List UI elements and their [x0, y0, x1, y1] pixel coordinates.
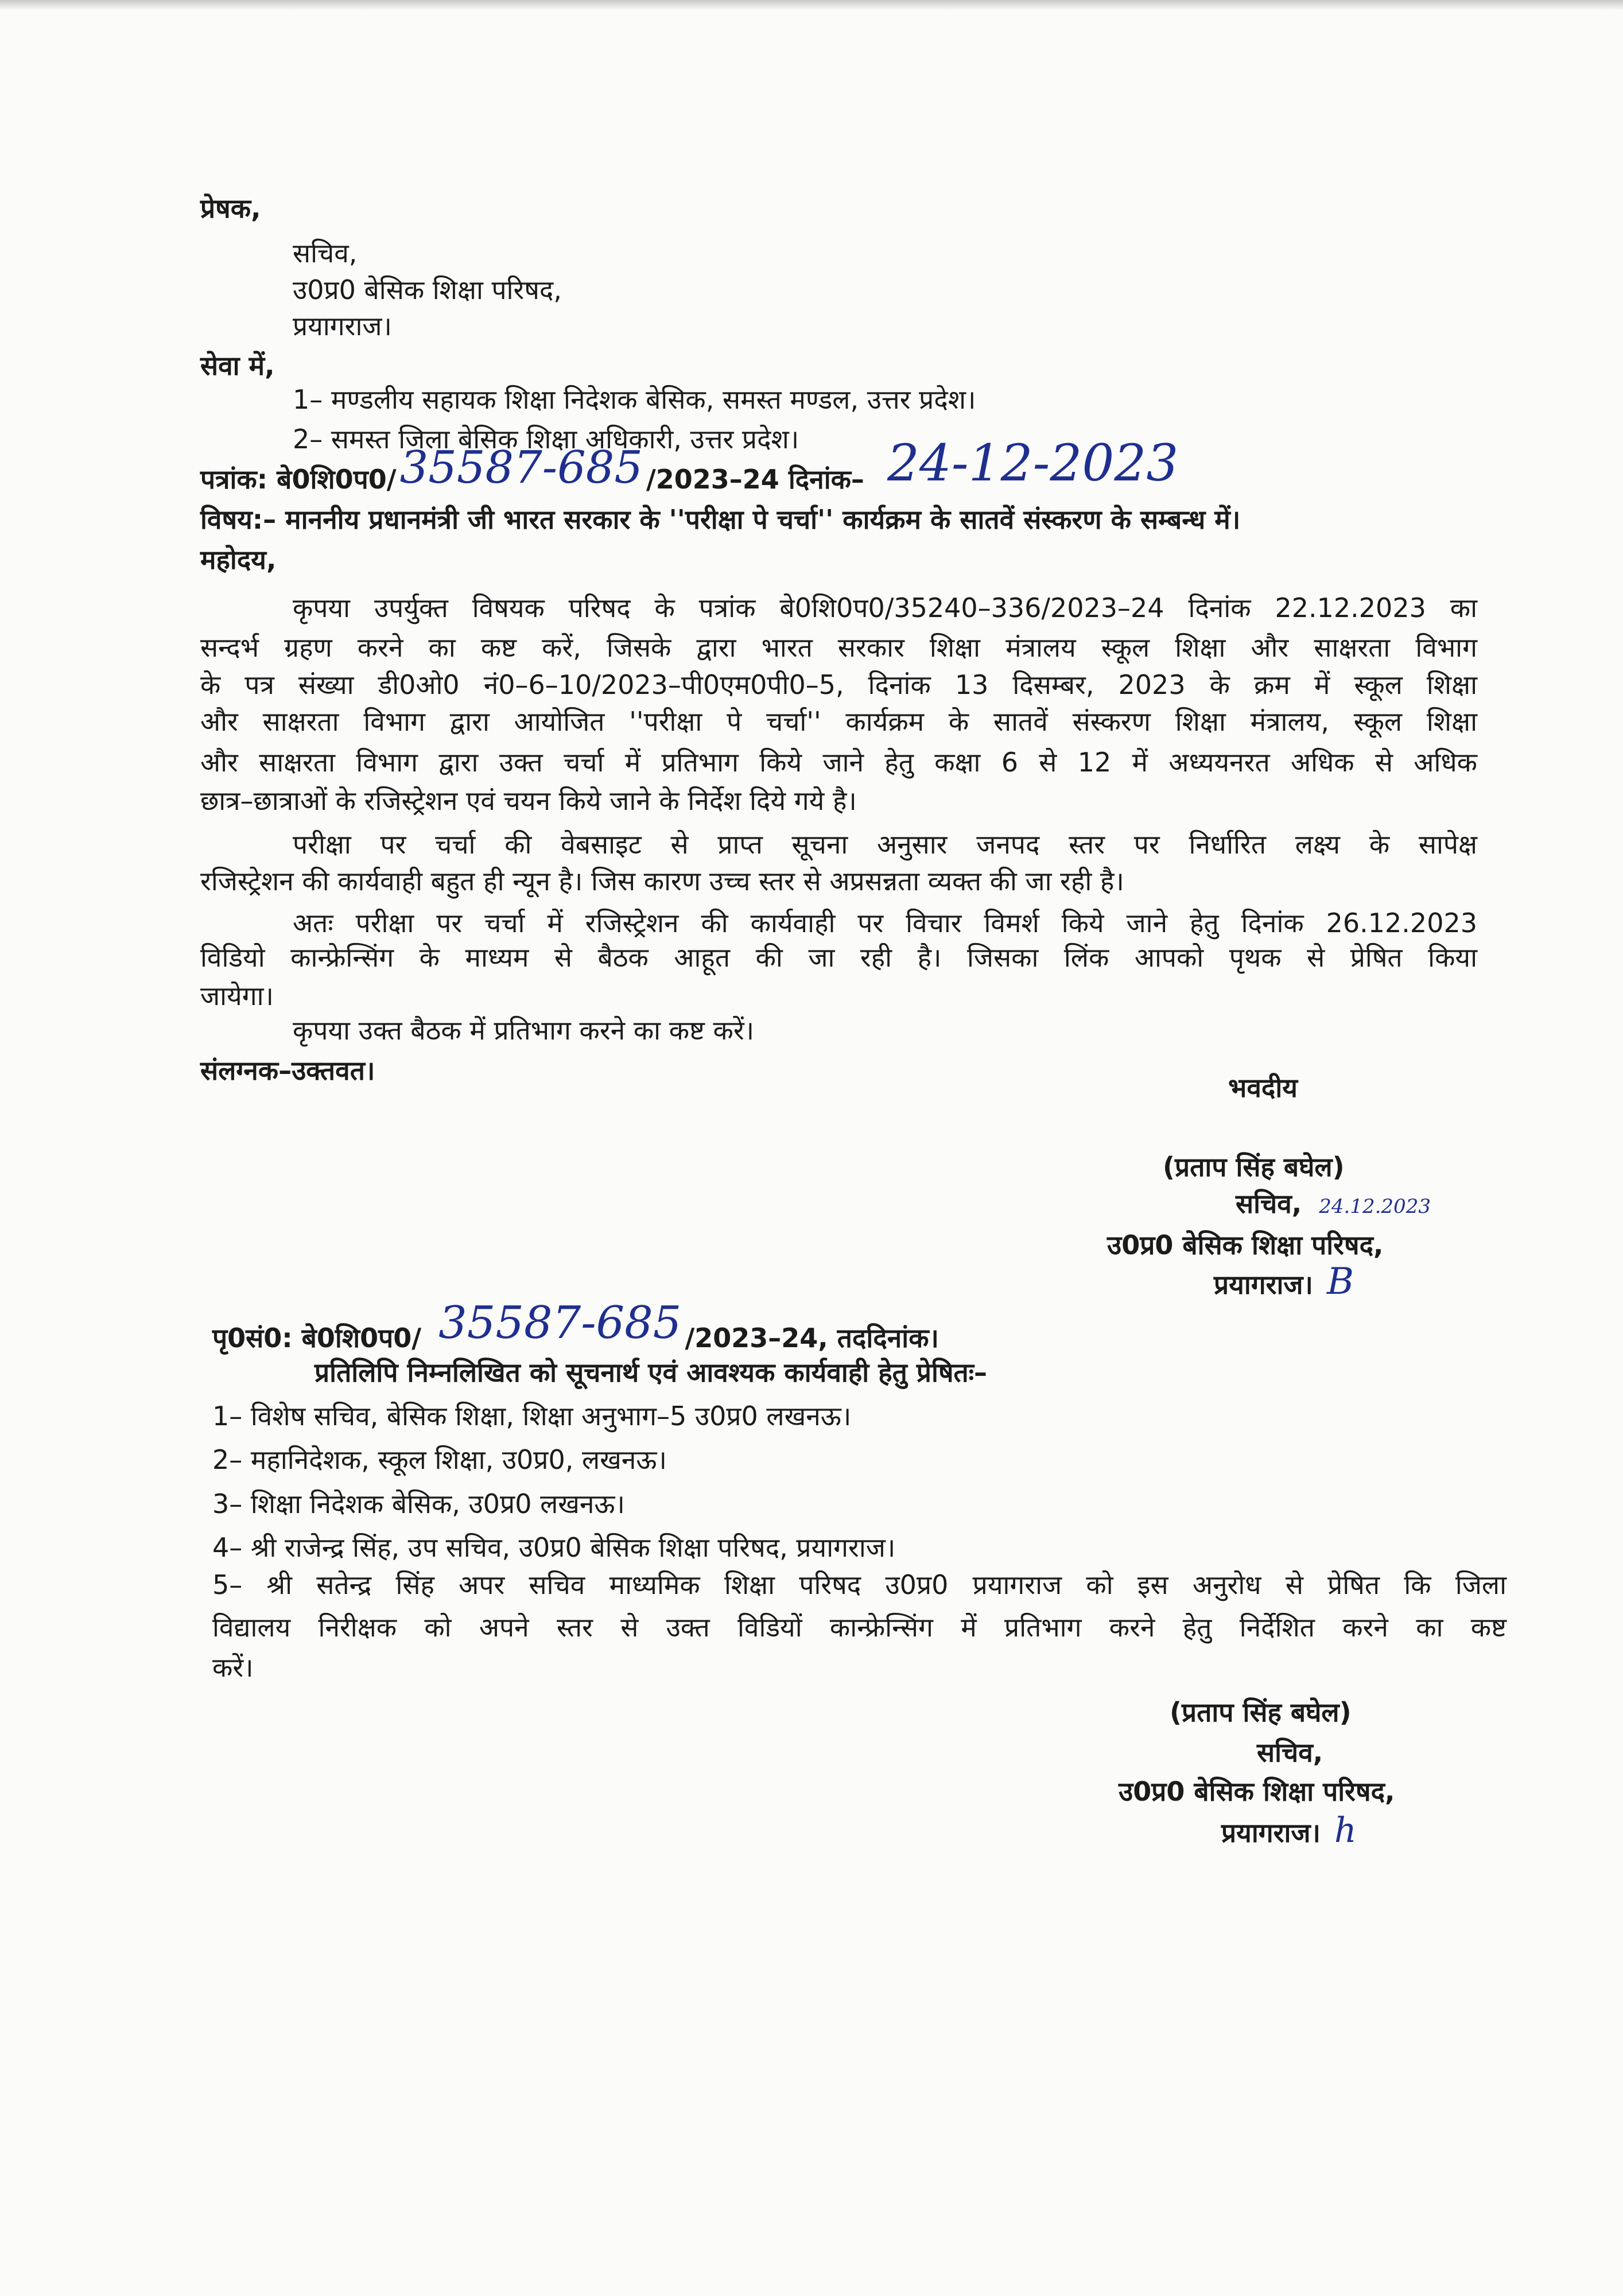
scan-edge-shadow [0, 0, 1623, 10]
copy-item: करें। [212, 1652, 254, 1683]
copy-item: 5– श्री सतेन्द्र सिंह अपर सचिव माध्यमिक शिक्षा परिषद उ0प्र0 प्रयागराज को इस अनुरोध से प्रेषित कि जिला [212, 1569, 1506, 1600]
copy-reference [212, 1297, 939, 1353]
signatory-name: (प्रताप सिंह बघेल) [1163, 1151, 1345, 1182]
handwritten-initials: B [1326, 1261, 1354, 1303]
handwritten-sign-date: 24.12.2023 [1319, 1195, 1431, 1218]
sender-label: प्रेषक, [200, 193, 261, 224]
body-line: कृपया उक्त बैठक में प्रतिभाग करने का कष्ट करें। [293, 1015, 755, 1046]
body-line: जायेगा। [200, 980, 274, 1011]
closing: भवदीय [1228, 1072, 1298, 1103]
signatory-office: उ0प्र0 बेसिक शिक्षा परिषद, [1119, 1776, 1395, 1807]
body-line: कृपया उपर्युक्त विषयक परिषद के पत्रांक बे0शि0प0/35240–336/2023–24 दिनांक 22.12.2023 का [293, 592, 1477, 623]
body-line: छात्र–छात्राओं के रजिस्ट्रेशन एवं चयन किये जाने के निर्देश दिये गये है। [200, 785, 857, 816]
copy-item: 2– महानिदेशक, स्कूल शिक्षा, उ0प्र0, लखनऊ। [212, 1444, 667, 1475]
copy-intro: प्रतिलिपि निम्नलिखित को सूचनार्थ एवं आवश्यक कार्यवाही हेतु प्रेषितः– [314, 1357, 988, 1388]
recipients-label: सेवा में, [200, 350, 275, 381]
copy-suffix: /2023–24, तददिनांक। [685, 1322, 939, 1353]
recipient-item: 2– समस्त जिला बेसिक शिक्षा अधिकारी, उत्तर प्रदेश। [293, 424, 799, 455]
signatory-city [1221, 1810, 1357, 1851]
sender-line: प्रयागराज। [293, 311, 392, 342]
sender-line: सचिव, [293, 238, 358, 269]
signatory-designation [1236, 1190, 1431, 1217]
body-line: और साक्षरता विभाग द्वारा उक्त चर्चा में प्रतिभाग किये जाने हेतु कक्षा 6 से 12 में अध्ययनरत अधिक से अधिक [200, 747, 1477, 778]
signatory-city-text: प्रयागराज। [1214, 1269, 1313, 1300]
enclosure: संलग्नक–उक्तवत। [200, 1055, 375, 1086]
body-line: के पत्र संख्या डी0ओ0 नं0–6–10/2023–पी0एम0पी0–5, दिनांक 13 दिसम्बर, 2023 के क्रम में स्कूल शिक्षा [200, 669, 1477, 700]
signatory-designation: सचिव, [1257, 1737, 1323, 1768]
copy-item: विद्यालय निरीक्षक को अपने स्तर से उक्त विडियों कान्फ्रेन्सिंग में प्रतिभाग करने हेतु निर्देशित करने का कष्ट [212, 1612, 1506, 1643]
handwritten-initials: h [1334, 1810, 1357, 1851]
body-line: परीक्षा पर चर्चा की वेबसाइट से प्राप्त सूचना अनुसार जनपद स्तर पर निर्धारित लक्ष्य के सापेक्ष [293, 829, 1477, 860]
reference-suffix: /2023–24 दिनांक– [646, 464, 864, 495]
handwritten-copy-number: 35587-685 [438, 1297, 682, 1349]
salutation: महोदय, [200, 544, 277, 575]
signatory-city [1214, 1261, 1354, 1303]
body-line: और साक्षरता विभाग द्वारा आयोजित ''परीक्षा पे चर्चा'' कार्यक्रम के सातवें संस्करण शिक्षा मंत्रालय, स्कूल शिक्षा [200, 706, 1477, 737]
signatory-name: (प्रताप सिंह बघेल) [1170, 1697, 1352, 1728]
sender-line: उ0प्र0 बेसिक शिक्षा परिषद, [293, 274, 562, 305]
reference-prefix: पत्रांक: बे0शि0प0/ [200, 464, 397, 495]
body-line: विडियो कान्फ्रेन्सिंग के माध्यम से बैठक आहूत की जा रही है। जिसका लिंक आपको पृथक से प्रेषित किया [200, 942, 1477, 973]
recipient-item: 1– मण्डलीय सहायक शिक्षा निदेशक बेसिक, समस्त मण्डल, उत्तर प्रदेश। [293, 384, 976, 415]
body-line: अतः परीक्षा पर चर्चा में रजिस्ट्रेशन की कार्यवाही पर विचार विमर्श किये जाने हेतु दिनांक 26.12.2023 [293, 907, 1477, 938]
copy-prefix: पृ0सं0: बे0शि0प0/ [212, 1322, 422, 1353]
body-line: रजिस्ट्रेशन की कार्यवाही बहुत ही न्यून है। जिस कारण उच्च स्तर से अप्रसन्नता व्यक्त की जा रही है। [200, 866, 1124, 897]
signatory-city-text: प्रयागराज। [1221, 1817, 1321, 1848]
signatory-office: उ0प्र0 बेसिक शिक्षा परिषद, [1107, 1230, 1384, 1261]
body-line: सन्दर्भ ग्रहण करने का कष्ट करें, जिसके द्वारा भारत सरकार शिक्षा मंत्रालय स्कूल शिक्षा और साक्षरता विभाग [200, 632, 1477, 663]
signatory-designation-text: सचिव, [1236, 1188, 1302, 1219]
subject-line: विषय:– माननीय प्रधानमंत्री जी भारत सरकार के ''परीक्षा पे चर्चा'' कार्यक्रम के सातवें संस्करण के सम्बन्ध में। [200, 504, 1241, 535]
copy-item: 3– शिक्षा निदेशक बेसिक, उ0प्र0 लखनऊ। [212, 1488, 625, 1519]
copy-item: 4– श्री राजेन्द्र सिंह, उप सचिव, उ0प्र0 बेसिक शिक्षा परिषद, प्रयागराज। [212, 1532, 896, 1563]
handwritten-date: 24-12-2023 [887, 433, 1179, 492]
handwritten-letter-number: 35587-685 [399, 442, 643, 494]
copy-item: 1– विशेष सचिव, बेसिक शिक्षा, शिक्षा अनुभाग–5 उ0प्र0 लखनऊ। [212, 1401, 852, 1432]
